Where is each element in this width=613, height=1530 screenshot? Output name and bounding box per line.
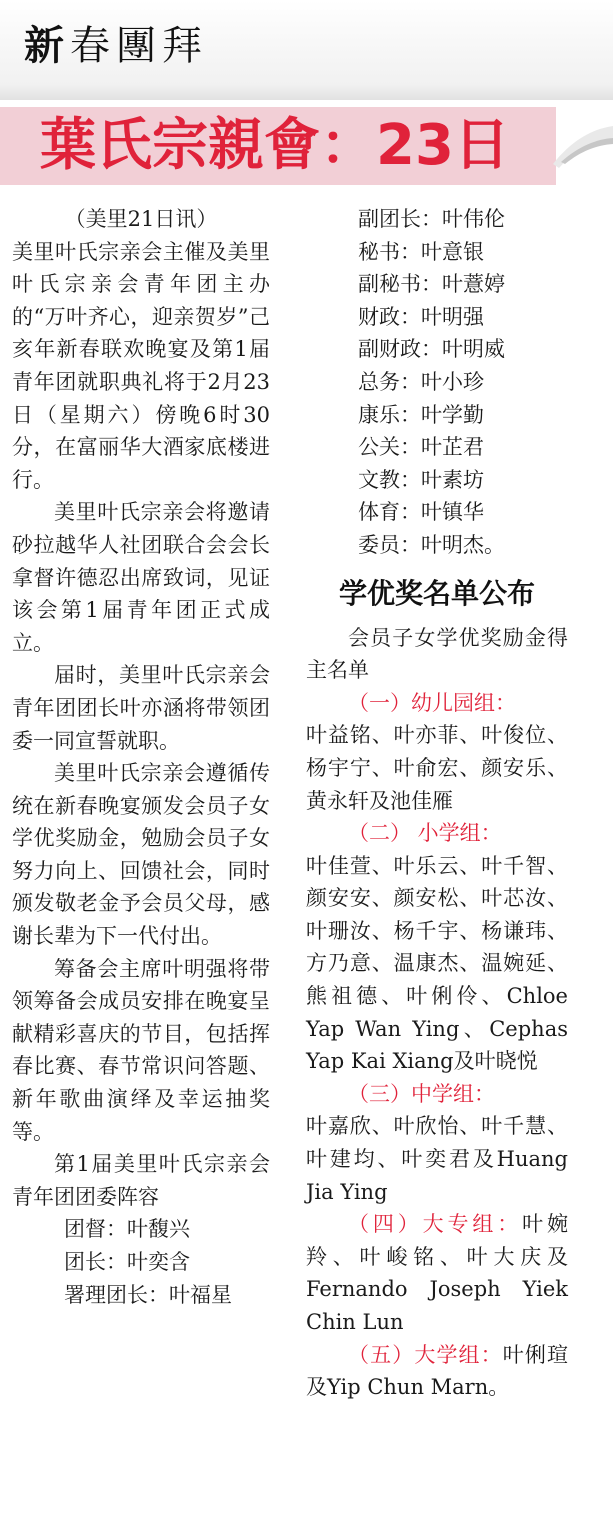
staff-line: 团督：叶馥兴 xyxy=(64,1217,190,1242)
award-group-label-text: （五）大学组： xyxy=(348,1342,503,1367)
staff-line: 秘书：叶意银 xyxy=(358,239,484,264)
decorative-swoosh-icon xyxy=(553,104,613,190)
section-title-first: 新 xyxy=(24,23,70,69)
staff-line: 副秘书：叶薏婷 xyxy=(358,272,505,297)
section-title xyxy=(24,14,208,71)
awards-intro: 会员子女学优奖励金得主名单 xyxy=(306,625,568,683)
staff-line: 委员：叶明杰。 xyxy=(358,532,505,557)
staff-line: 康乐：叶学勤 xyxy=(358,402,484,427)
award-group-label-text: （四）大专组： xyxy=(348,1212,523,1237)
section-title-rest: 春團拜 xyxy=(70,23,208,69)
paragraph-4: 美里叶氏宗亲会遵循传统在新春晚宴颁发会员子女学优奖励金，勉励会员子女努力向上、回馈社会，同时颁发敬老金予会员父母，感谢长辈为下一代付出。 xyxy=(12,761,270,949)
award-group-entry xyxy=(306,1208,568,1338)
staff-line: 公关：叶芷君 xyxy=(358,435,484,460)
headline: 葉氏宗親會：23日 xyxy=(40,113,510,178)
award-group-label xyxy=(306,817,568,850)
staff-line: 体育：叶镇华 xyxy=(358,500,484,525)
staff-line: 团长：叶奕含 xyxy=(64,1250,190,1274)
award-group-label-text: （二） 小学组： xyxy=(348,821,502,846)
paragraph-2: 美里叶氏宗亲会将邀请砂拉越华人社团联合会会长拿督许德忍出席致词，见证该会第1届青年团正式成立。 xyxy=(12,500,270,655)
staff-line: 署理团长：叶福星 xyxy=(64,1282,232,1307)
award-group-names: 叶益铭、叶亦菲、叶俊位、杨宇宁、叶俞宏、颜安乐、黄永轩及池佳雁 xyxy=(306,723,568,813)
award-group-names: 叶婉羚、叶峻铭、叶大庆及Fernando Joseph Yiek Chin Lun xyxy=(306,1212,568,1334)
award-group-label-text: （一）幼儿园组： xyxy=(348,690,516,715)
award-group-label xyxy=(306,687,568,720)
award-group-label-text: （三）中学组： xyxy=(348,1081,495,1106)
staff-line: 总务：叶小珍 xyxy=(358,369,484,394)
paragraph-5: 筹备会主席叶明强将带领筹备会成员安排在晚宴呈献精彩喜庆的节目，包括挥春比赛、春节常识问答题、新年歌曲演绎及幸运抽奖等。 xyxy=(12,956,270,1144)
article-column-right xyxy=(306,203,568,1404)
paragraph-1: 美里叶氏宗亲会主催及美里叶氏宗亲会青年团主办的“万叶齐心，迎亲贺岁”己亥年新春联欢晚宴及第1届青年团就职典礼将于2月23日（星期六）傍晚6时30分，在富丽华大酒家底楼进行。 xyxy=(12,239,270,492)
subheading-awards: 学优奖名单公布 xyxy=(338,576,535,610)
article-column-left xyxy=(12,203,270,1311)
staff-line: 副团长：叶伟伦 xyxy=(358,207,505,231)
award-group-label xyxy=(306,1078,568,1111)
award-group-names: 叶俐瑄及Yip Chun Marn。 xyxy=(306,1342,569,1400)
dateline: （美里21日讯） xyxy=(64,207,218,231)
staff-line: 财政：叶明强 xyxy=(358,304,484,329)
award-group-names: 叶嘉欣、叶欣怡、叶千慧、叶建均、叶奕君及Huang Jia Ying xyxy=(306,1114,568,1204)
staff-list xyxy=(306,203,568,562)
staff-line: 文教：叶素坊 xyxy=(358,467,484,492)
award-group-names: 叶佳萱、叶乐云、叶千智、颜安安、颜安松、叶芯汝、叶珊汝、杨千宇、杨谦玮、方乃意、温康杰、温婉延、熊祖德、叶俐伶、Chloe Yap Wan Ying、Cephas Yap Kai Xiang及叶晓悦 xyxy=(306,853,568,1074)
award-group-entry xyxy=(306,1339,568,1404)
paragraph-6: 第1届美里叶氏宗亲会青年团团委阵容 xyxy=(12,1152,270,1209)
paragraph-3: 届时，美里叶氏宗亲会青年团团长叶亦涵将带领团委一同宣誓就职。 xyxy=(12,663,270,753)
staff-line: 副财政：叶明威 xyxy=(358,337,505,362)
